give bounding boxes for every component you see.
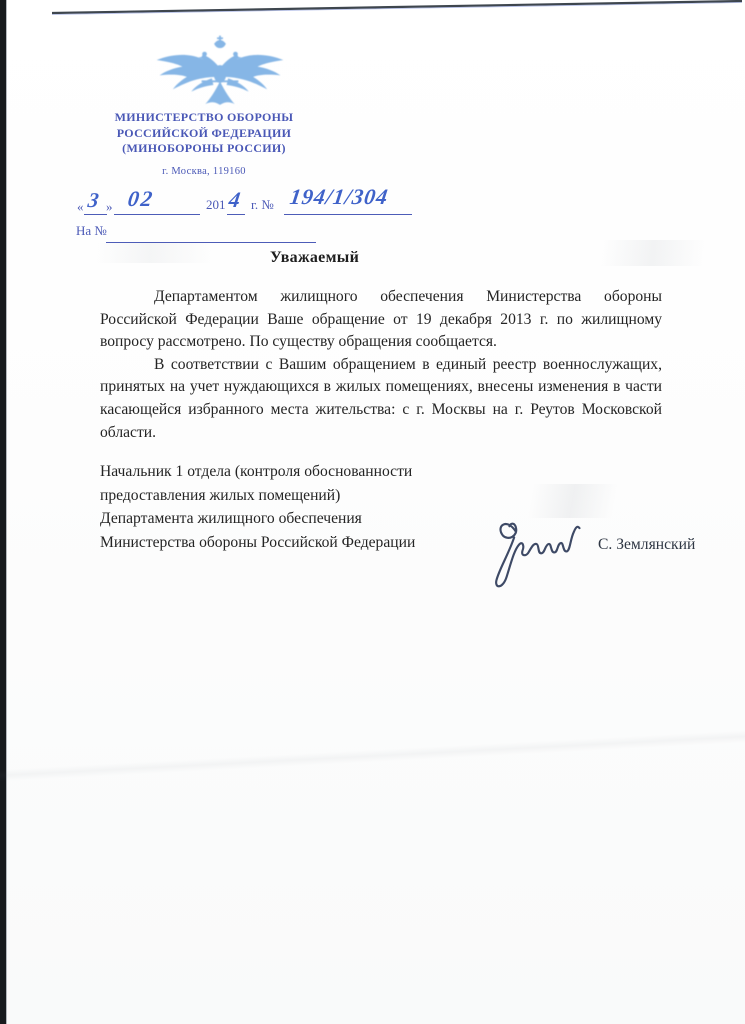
signature-title-block — [100, 460, 415, 554]
salutation: Уважаемый — [270, 249, 360, 266]
signer-title-line-2: предоставления жилых помещений) — [100, 486, 341, 504]
letterhead-org-name — [88, 110, 320, 157]
reply-reference-underline — [106, 241, 316, 243]
outgoing-number-underline — [284, 213, 412, 215]
org-line-3: (МИНОБОРОНЫ РОССИИ) — [122, 141, 286, 155]
handwritten-year-digit: 4 — [227, 187, 242, 212]
org-line-1: МИНИСТЕРСТВО ОБОРОНЫ — [114, 110, 294, 124]
signer-name: С. Землянский — [598, 536, 696, 553]
signature-scrawl — [488, 510, 600, 592]
year-number-label: г. № — [251, 197, 274, 212]
body-paragraph-2: В соответствии с Вашим обращением в единый реестр военнослужащих, принятых на учет нуждающихся в жилых помещениях, внесены изменения в части касающейся избранного места жительства: с г. Москвы на г. Реутов Московской области. — [100, 355, 662, 441]
year-underline — [227, 213, 245, 215]
mod-eagle-emblem-icon — [150, 34, 290, 108]
scan-crease — [540, 240, 745, 266]
scan-crease — [0, 726, 745, 786]
signer-title-line-4: Министерства обороны Российской Федерации — [100, 533, 416, 551]
scan-crease — [60, 243, 240, 263]
year-printed: 201 — [206, 197, 226, 212]
letterhead-city-line: г. Москва, 119160 — [162, 166, 246, 177]
date-quote-close: » — [106, 199, 113, 214]
body-paragraph-1: Департаментом жилищного обеспечения Министерства обороны Российской Федерации Ваше обращение от 19 декабря 2013 г. по жилищному вопросу рассмотрено. По существу обращения сообщается. — [100, 288, 662, 351]
handwritten-month: 02 — [126, 186, 156, 211]
handwritten-day: 3 — [86, 188, 101, 212]
month-underline — [114, 213, 200, 215]
date-quote-open: « — [77, 199, 84, 214]
signer-title-line-1: Начальник 1 отдела (контроля обоснованности — [100, 463, 413, 480]
day-underline — [84, 213, 107, 215]
scan-edge-top-line — [0, 0, 745, 20]
org-line-2: РОССИЙСКОЙ ФЕДЕРАЦИИ — [116, 125, 292, 140]
scan-edge-left — [0, 0, 6, 1024]
handwritten-outgoing-number: 194/1/304 — [288, 184, 391, 209]
reply-reference-label: На № — [76, 223, 107, 238]
letter-body — [100, 286, 662, 444]
signer-title-line-3: Департамента жилищного обеспечения — [100, 510, 362, 528]
